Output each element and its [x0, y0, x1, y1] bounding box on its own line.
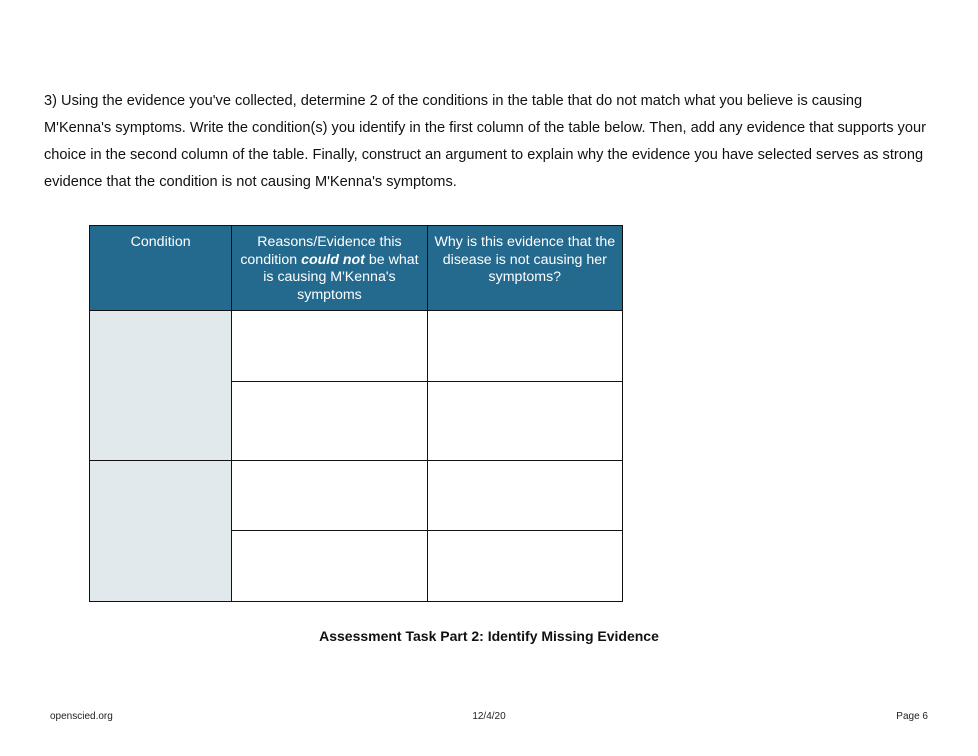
why-cell[interactable]: [427, 311, 622, 382]
condition-cell-1[interactable]: [90, 311, 232, 461]
reasons-cell[interactable]: [232, 382, 427, 461]
header-reasons-start: Reasons/Evidence this condition: [240, 234, 402, 268]
footer-site: openscied.org: [50, 711, 113, 722]
assessment-caption: Assessment Task Part 2: Identify Missing Evidence: [319, 628, 659, 644]
header-why: Why is this evidence that the disease is not causing her symptoms?: [427, 226, 622, 311]
header-condition: Condition: [90, 226, 232, 311]
footer-page-number: Page 6: [896, 711, 928, 722]
header-reasons-emphasis: could not: [301, 251, 365, 268]
reasons-cell[interactable]: [232, 461, 427, 531]
condition-cell-2[interactable]: [90, 461, 232, 602]
header-reasons-end: be what is causing M'Kenna's symptoms: [263, 251, 419, 303]
evidence-table: [89, 225, 623, 602]
why-cell[interactable]: [427, 531, 622, 602]
header-reasons: [232, 226, 427, 311]
why-cell[interactable]: [427, 382, 622, 461]
footer-date: 12/4/20: [472, 711, 506, 722]
task-prompt: 3) Using the evidence you've collected, determine 2 of the conditions in the table that do not match what you believe is causing M'Kenna's symptoms. Write the condition(s) you identify in the first column of the table below. Then, add any evidence that supports your choice in the second column of the table. Finally, construct an argument to explain why the evidence you have selected serves as strong evidence that the condition is not causing M'Kenna's symptoms.: [44, 93, 926, 190]
reasons-cell[interactable]: [232, 311, 427, 382]
why-cell[interactable]: [427, 461, 622, 531]
table-row: [90, 461, 623, 531]
reasons-cell[interactable]: [232, 531, 427, 602]
table-row: [90, 311, 623, 382]
table-header-row: [90, 226, 623, 311]
